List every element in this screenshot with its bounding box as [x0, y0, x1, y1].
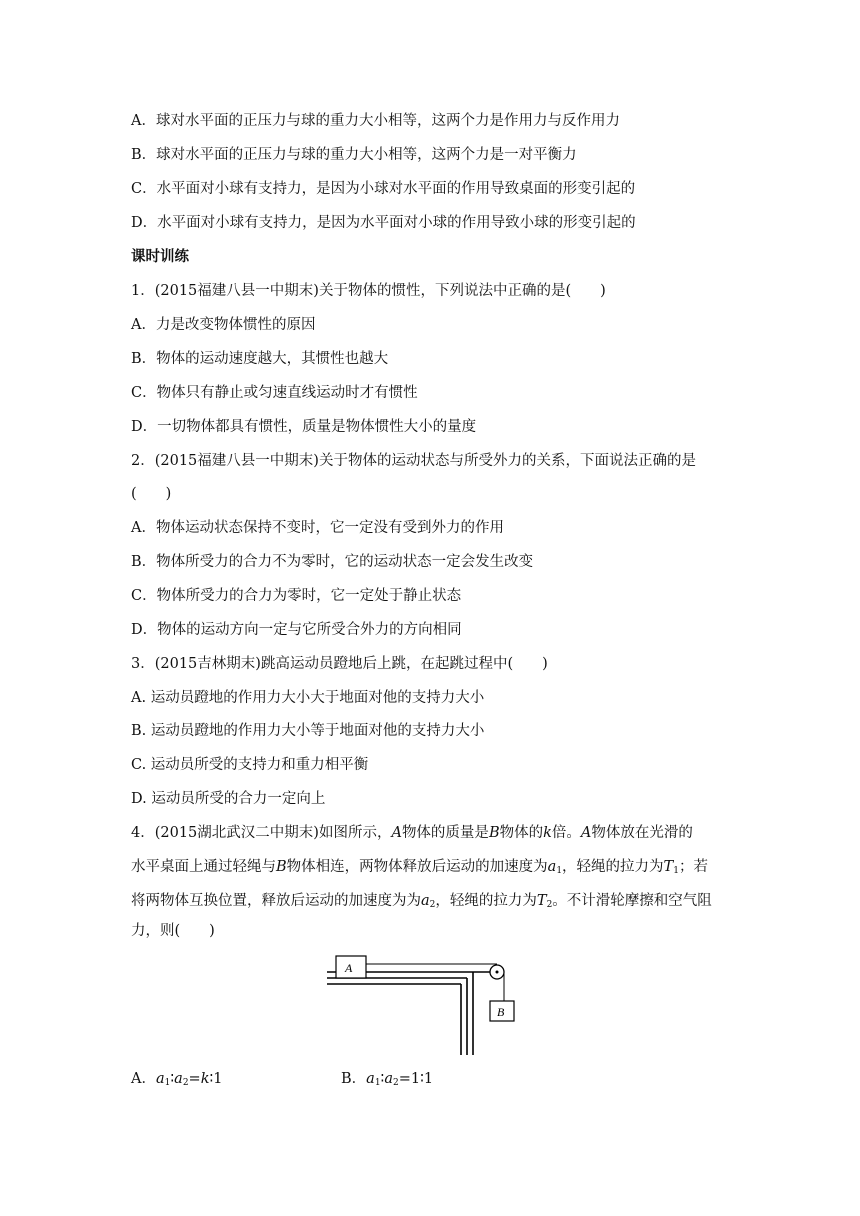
q3-stem: 3．(2015吉林期末)跳高运动员蹬地后上跳，在起跳过程中( ): [131, 656, 548, 672]
q1-stem: 1．(2015福建八县一中期末)关于物体的惯性，下列说法中正确的是( ): [131, 283, 606, 299]
q2-stem-line2: ( ): [131, 486, 172, 502]
q1-option-a: A．力是改变物体惯性的原因: [131, 317, 316, 333]
prev-option-c: C．水平面对小球有支持力，是因为小球对水平面的作用导致桌面的形变引起的: [131, 181, 636, 197]
q2-option-d: D．物体的运动方向一定与它所受合外力的方向相同: [131, 622, 462, 638]
q2-option-b: B．物体所受力的合力不为零时，它的运动状态一定会发生改变: [131, 554, 534, 570]
q4-stem-line2: 水平桌面上通过轻绳与B物体相连，两物体释放后运动的加速度为$a_1$，轻绳的拉力为$T_1$；若: [131, 859, 708, 876]
q4-option-a: A．$a_1∶a_2=k∶1$: [131, 1071, 223, 1088]
q4-stem-line1: 4．(2015湖北武汉二中期末)如图所示，A物体的质量是B物体的k倍。A物体放在光滑的: [131, 825, 693, 841]
q1-option-d: D．一切物体都具有惯性，质量是物体惯性大小的量度: [131, 419, 477, 435]
q2-option-a: A．物体运动状态保持不变时，它一定没有受到外力的作用: [131, 520, 504, 536]
q2-option-c: C．物体所受力的合力为零时，它一定处于静止状态: [131, 588, 462, 604]
prev-option-d: D．水平面对小球有支持力，是因为水平面对小球的作用导致小球的形变引起的: [131, 215, 636, 231]
prev-option-a: A．球对水平面的正压力与球的重力大小相等，这两个力是作用力与反作用力: [131, 113, 620, 129]
q3-option-c: C. 运动员所受的支持力和重力相平衡: [131, 757, 369, 773]
q4-stem-line3: 将两物体互换位置，释放后运动的加速度为为$a_2$，轻绳的拉力为$T_2$。不计滑轮摩擦和空气阻: [131, 893, 712, 910]
section-heading: 课时训练: [131, 249, 189, 265]
q4-stem-line4: 力，则( ): [131, 923, 215, 939]
q3-option-a: A. 运动员蹬地的作用力大小大于地面对他的支持力大小: [131, 690, 485, 706]
q2-stem-line1: 2．(2015福建八县一中期末)关于物体的运动状态与所受外力的关系，下面说法正确的是: [131, 453, 696, 469]
block-a-label: A: [345, 961, 353, 975]
q3-option-b: B. 运动员蹬地的作用力大小等于地面对他的支持力大小: [131, 723, 485, 739]
q3-option-d: D. 运动员所受的合力一定向上: [131, 791, 326, 807]
q1-option-c: C．物体只有静止或匀速直线运动时才有惯性: [131, 385, 418, 401]
pulley-axle: [496, 971, 499, 974]
pulley-figure: [327, 950, 517, 1060]
prev-option-b: B．球对水平面的正压力与球的重力大小相等，这两个力是一对平衡力: [131, 147, 577, 163]
block-b-label: B: [497, 1005, 505, 1019]
q1-option-b: B．物体的运动速度越大，其惯性也越大: [131, 351, 389, 367]
q4-option-b: B．$a_1∶a_2=1∶1$: [341, 1071, 434, 1088]
